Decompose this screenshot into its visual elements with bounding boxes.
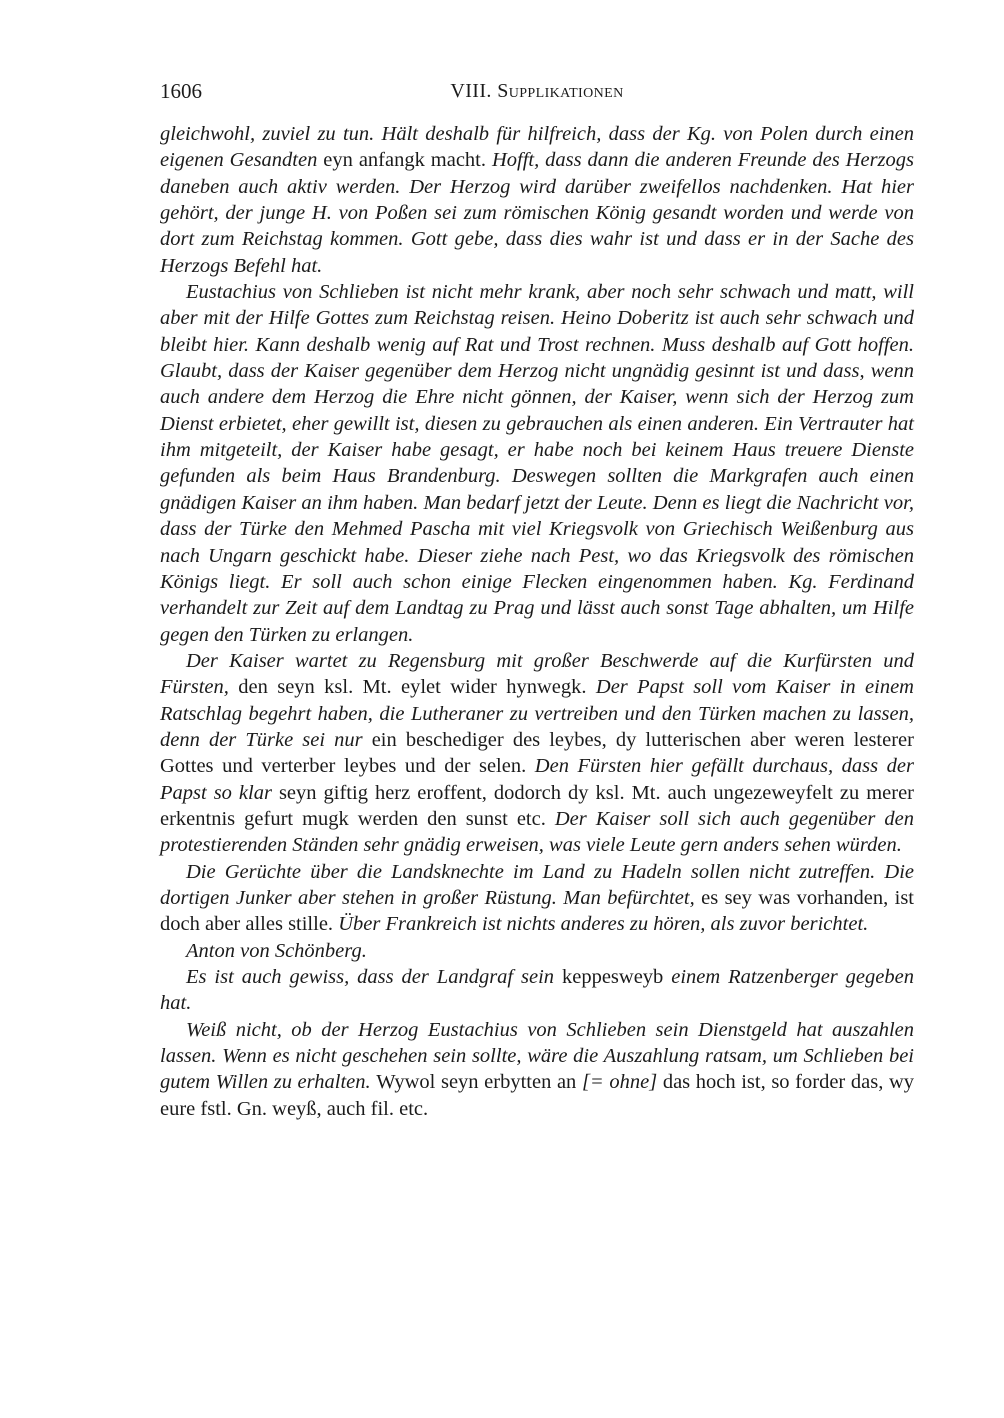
text-segment-roman: das hoch ist, so forder das, wy eure fstl. Gn. weyß, auch fil. etc. [160,1071,914,1120]
page-header [160,78,914,105]
text-segment-italic: Den Fürsten hier gefällt durchaus, dass der Papst so klar [160,755,915,804]
text-segment-italic: Weiß nicht, ob der Herzog Eustachius von Schlieben sein Dienstgeld hat auszahlen lassen. Wenn es nicht geschehen sein sollte, wäre die Auszahlung ratsam, um Schlieben bei gutem Willen zu erhalten. [160,1018,914,1094]
text-segment-italic: Eustachius von Schlieben ist nicht mehr krank, aber noch sehr schwach und matt, will aber mit der Hilfe Gottes zum Reichstag reisen. Heino Doberitz ist auch sehr schwach und bleibt hier. Kann deshalb wenig auf Rat und Trost rechnen. Muss deshalb auf Gott hoffen. Glaubt, dass der Kaiser gegenüber dem Herzog nicht ungnädig gesinnt ist und dass, wenn auch andere dem Herzog die Ehre nicht gönnen, der Kaiser, wenn sich der Herzog zum Dienst erbietet, eher gewillt ist, diesen zu gebrauchen als einen anderen. Ein Vertrauter hat ihm mitgeteilt, der Kaiser habe gesagt, er habe noch bei keinem Haus treuere Dienste gefunden als beim Haus Brandenburg. Deswegen sollten die Markgrafen auch einen gnädigen Kaiser an ihm haben. Man bedarf jetzt der Leute. Denn es liegt die Nachricht vor, dass der Türke den Mehmed Pascha mit viel Kriegsvolk von Griechisch Weißenburg aus nach Ungarn geschickt habe. Dieser ziehe nach Pest, wo das Kriegsvolk des römischen Königs liegt. Er soll auch schon einige Flecken eingenommen haben. Kg. Ferdinand verhandelt zur Zeit auf dem Landtag zu Prag und lässt auch sonst Tage abhalten, um Hilfe gegen den Türken zu erlangen. [160,281,914,646]
text-body [160,121,914,1122]
text-segment-italic: gleichwohl, zuviel zu tun. Hält deshalb für hilfreich, dass der Kg. von Polen durch einen eigenen Gesandten [160,123,914,172]
paragraph [160,121,914,279]
running-header: VIII. Supplikationen [450,80,624,102]
text-segment-italic: Über Frankreich ist nichts anderes zu hören, als zuvor berichtet. [338,913,869,936]
text-segment-roman: Wywol seyn erbytten an [376,1071,582,1094]
paragraph [160,1017,914,1122]
paragraph [160,964,914,1017]
text-segment-roman: eyn anfangk macht. [323,149,492,172]
text-segment-roman: den seyn ksl. Mt. eylet wider hynwegk. [238,676,596,699]
text-segment-italic: Die Gerüchte über die Landsknechte im Land zu Hadeln sollen nicht zutreffen. Die dortigen Junker aber stehen in großer Rüstung. Man befürchtet, [160,860,914,909]
text-segment-italic: Der Papst soll vom Kaiser in einem Ratschlag begehrt haben, die Lutheraner zu vertreiben und den Türken machen zu lassen, denn der Türke sei nur [160,676,914,751]
paragraph [160,938,914,964]
text-segment-italic: Der Kaiser wartet zu Regensburg mit großer Beschwerde auf die Kurfürsten und Fürsten, [160,649,914,699]
page-number: 1606 [160,79,202,103]
text-segment-italic: Hofft, dass dann die anderen Freunde des Herzogs daneben auch aktiv werden. Der Herzog wird darüber zweifellos nachdenken. Hat hier gehört, der junge H. von Poßen sei zum römischen König gesandt worden und werde von dort zum Reichstag kommen. Gott gebe, dass dies wahr ist und dass er in der Sache des Herzogs Befehl hat. [160,149,915,277]
text-segment-roman: es sey was vorhanden, ist doch aber alles stille. [160,886,914,936]
text-segment-roman: keppesweyb [561,966,672,988]
text-segment-roman: ein beschediger des leybes, dy lutterischen aber weren lesterer Gottes und verterber leybes und der selen. [160,728,914,778]
text-segment-roman: seyn giftig herz eroffent, dodorch dy ksl. Mt. auch ungezeweyfelt zu merer erkentnis gefurt mugk werden den sunst etc. [160,781,914,830]
text-segment-italic: Es ist auch gewiss, dass der Landgraf sein [186,966,562,988]
paragraph [160,279,914,648]
text-segment-italic: Anton von Schönberg. [186,939,367,962]
paragraph [160,859,914,938]
text-segment-italic: Der Kaiser soll sich auch gegenüber den protestierenden Ständen sehr gnädig erweisen, was viele Leute gern anders sehen würden. [160,807,914,857]
paragraph [160,648,914,859]
text-column [160,78,914,1122]
text-segment-italic: [= ohne] [581,1071,663,1094]
text-segment-italic: einem Ratzenberger gegeben hat. [160,966,914,1015]
